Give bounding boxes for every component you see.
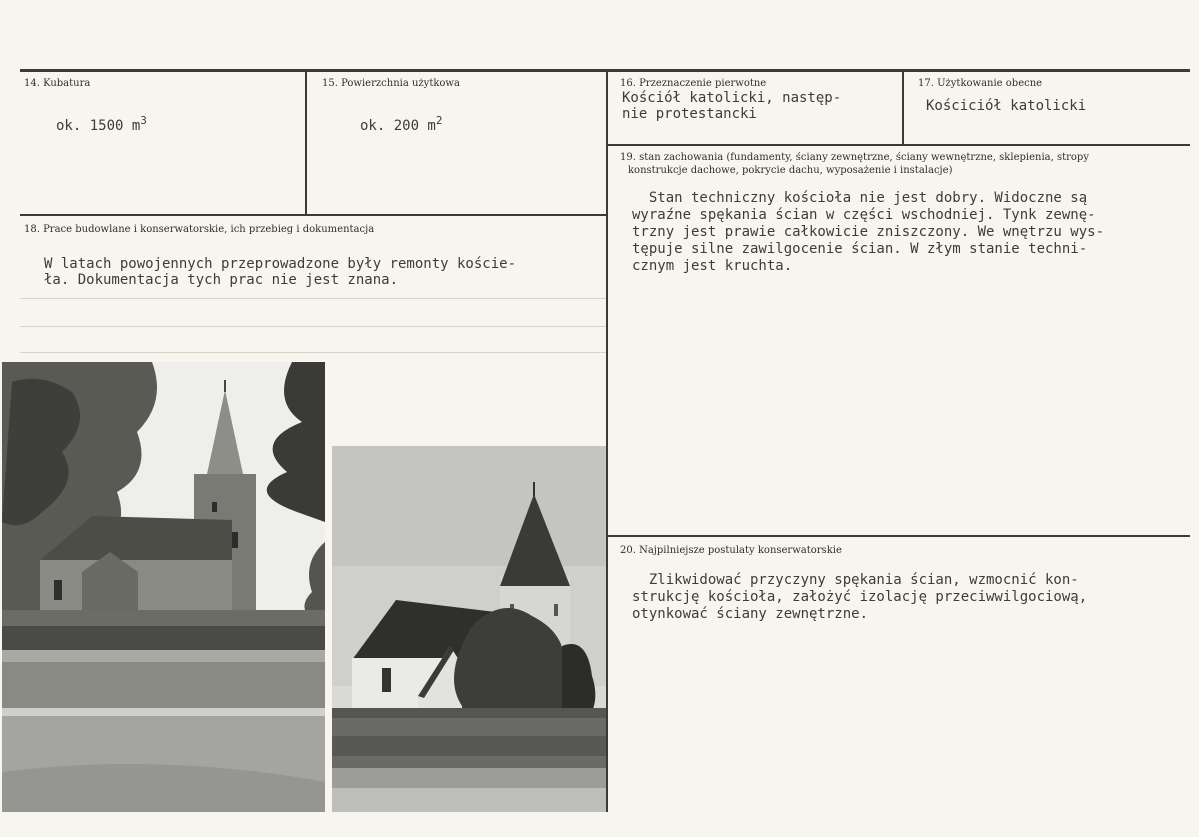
- field-15-label: 15. Powierzchnia użytkowa: [322, 78, 460, 89]
- divider-16-17: [902, 72, 904, 144]
- field-19-line-3: trzny jest prawie całkowicie zniszczony. We wnętrzu wys-: [632, 224, 1105, 240]
- rule-under-14-15: [20, 214, 606, 216]
- rule-under-16-17: [608, 144, 1190, 146]
- field-17-value: Kościciół katolicki: [926, 98, 1087, 114]
- divider-14-15: [305, 72, 307, 214]
- field-17-label: 17. Użytkowanie obecne: [918, 78, 1043, 89]
- faint-line: [20, 352, 606, 353]
- field-18-line-2: ła. Dokumentacja tych prac nie jest znana.: [44, 272, 399, 288]
- field-19-line-1: Stan techniczny kościoła nie jest dobry. Widoczne są: [632, 190, 1088, 206]
- field-19-label-line-2: konstrukcje dachowe, pokrycie dachu, wyposażenie i instalacje): [628, 165, 953, 176]
- field-19-line-4: tępuje silne zawilgocenie ścian. W złym stanie techni-: [632, 241, 1088, 257]
- field-18-line-1: W latach powojennych przeprowadzone były remonty koście-: [44, 256, 517, 272]
- field-20-label: 20. Najpilniejsze postulaty konserwatorskie: [620, 545, 842, 556]
- field-20-line-2: strukcję kościoła, założyć izolację przeciwwilgociową,: [632, 589, 1088, 605]
- field-19-line-5: cznym jest kruchta.: [632, 258, 793, 274]
- field-14-label: 14. Kubatura: [24, 78, 91, 89]
- top-rule: [20, 69, 1190, 72]
- field-15-value: ok. 200 $m^2$: [360, 114, 443, 134]
- field-20-line-1: Zlikwidować przyczyny spękania ścian, wzmocnić kon-: [632, 572, 1079, 588]
- faint-line: [20, 326, 606, 327]
- church-photo-left: [2, 362, 325, 812]
- field-19-line-2: wyraźne spękania ścian w części wschodniej. Tynk zewnę-: [632, 207, 1096, 223]
- divider-main: [606, 72, 608, 812]
- faint-line: [20, 298, 606, 299]
- field-14-value: ok. 1500 $m^3$: [56, 114, 147, 134]
- field-19-label-line-1: 19. stan zachowania (fundamenty, ściany zewnętrzne, ściany wewnętrzne, sklepienia, stropy: [620, 152, 1089, 163]
- field-16-label: 16. Przeznaczenie pierwotne: [620, 78, 767, 89]
- rule-under-19: [608, 535, 1190, 537]
- field-16-line-2: nie protestancki: [622, 106, 757, 122]
- field-16-line-1: Kościół katolicki, następ-: [622, 90, 842, 106]
- field-20-line-3: otynkować ściany zewnętrzne.: [632, 606, 869, 622]
- church-photo-right: [332, 446, 606, 812]
- field-18-label: 18. Prace budowlane i konserwatorskie, ich przebieg i dokumentacja: [24, 224, 375, 235]
